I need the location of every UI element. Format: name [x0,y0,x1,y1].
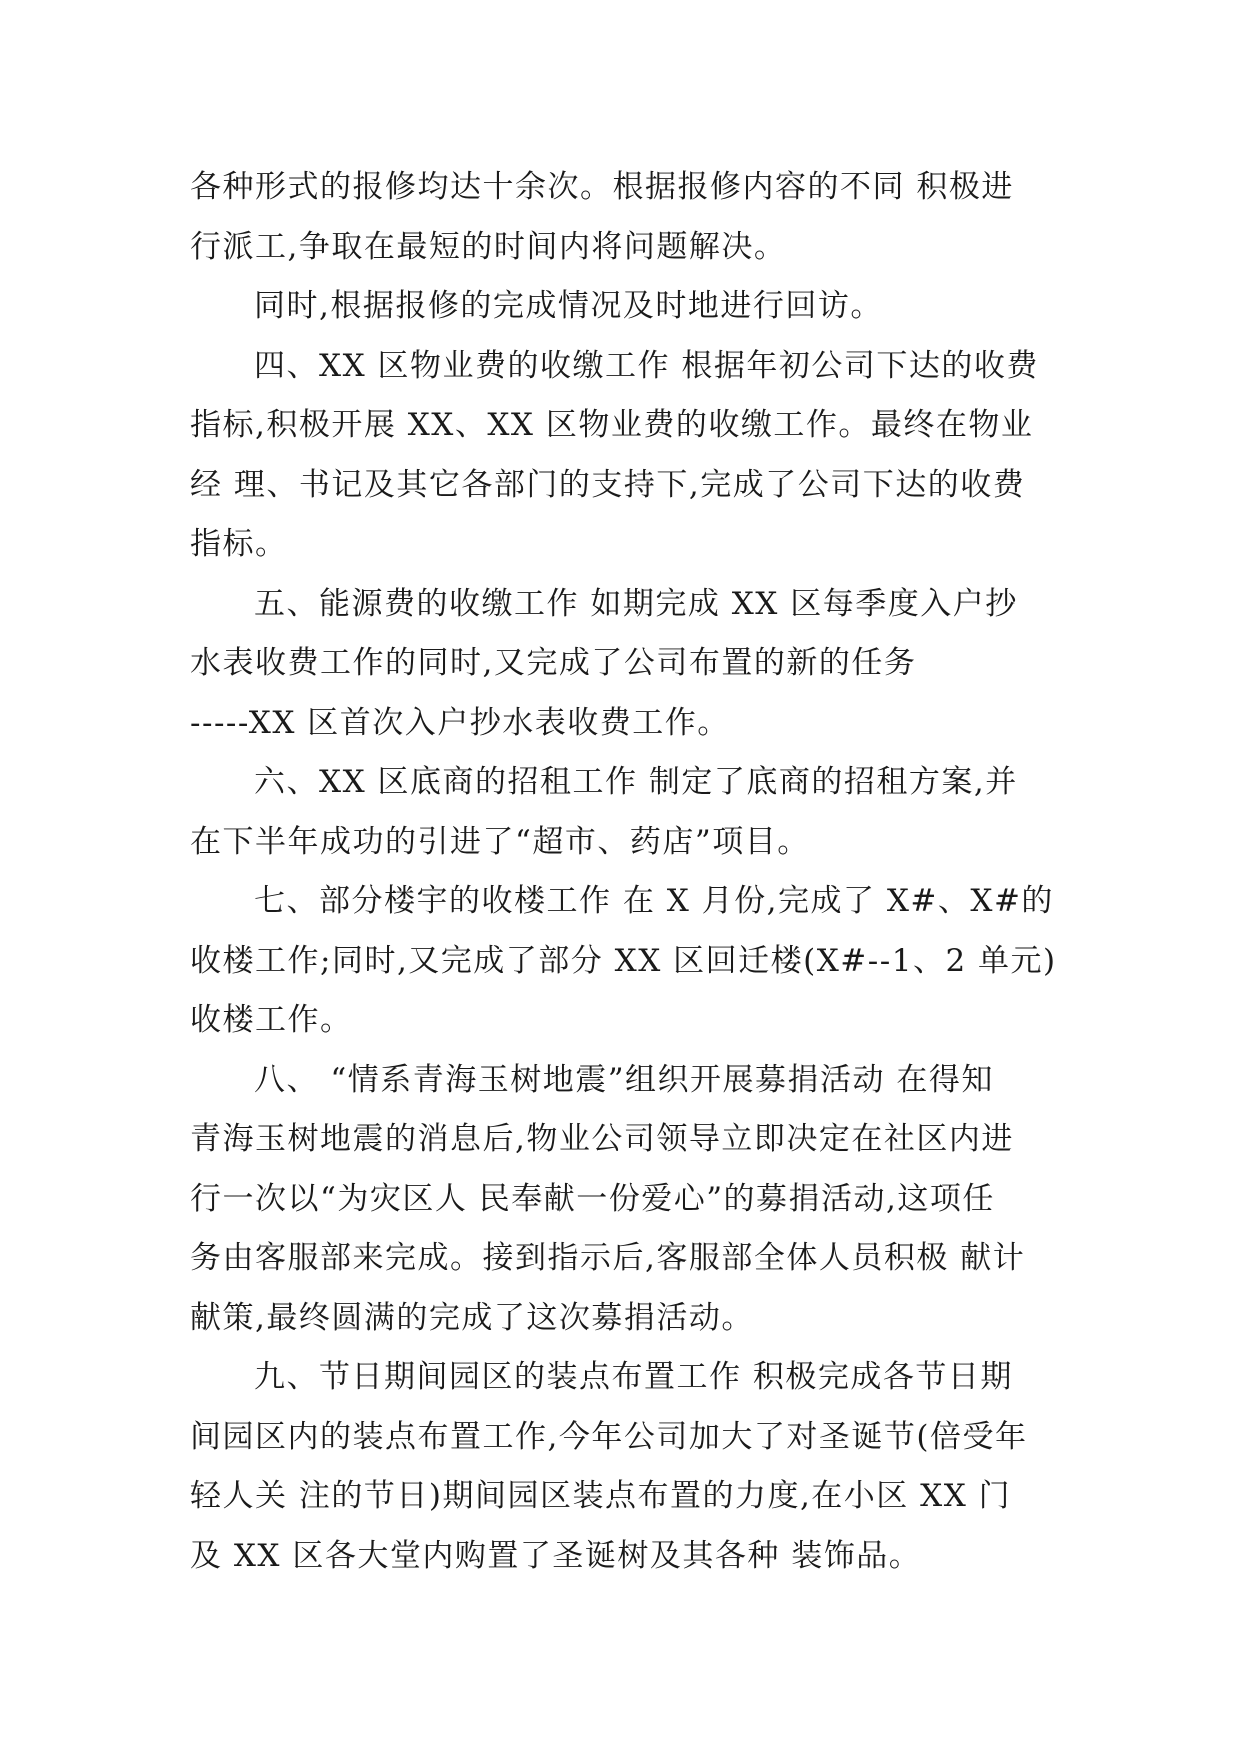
text-line: 各种形式的报修均达十余次。根据报修内容的不同 积极进 [190,169,1014,205]
paragraph-section-9 [190,1348,1052,1586]
text-line: 水表收费工作的同时,又完成了公司布置的新的任务 [190,645,917,681]
text-line: 指标,积极开展 XX、XX 区物业费的收缴工作。最终在物业 [190,407,1034,443]
text-line: 及 XX 区各大堂内购置了圣诞树及其各种 装饰品。 [190,1537,922,1574]
text-line: -----XX 区首次入户抄水表收费工作。 [190,704,730,741]
text-line: 九、节日期间园区的装点布置工作 积极完成各节日期 [254,1359,1013,1395]
text-line: 四、XX 区物业费的收缴工作 根据年初公司下达的收费 [254,347,1039,384]
text-line: 行派工,争取在最短的时间内将问题解决。 [190,228,787,265]
text-line: 同时,根据报修的完成情况及时地进行回访。 [254,288,883,324]
paragraph-section-7 [190,872,1057,1051]
text-line: 收楼工作;同时,又完成了部分 XX 区回迁楼(X#--1、2 单元) [190,942,1057,979]
text-line: 献策,最终圆满的完成了这次募捐活动。 [190,1299,754,1336]
paragraph-section-5 [190,575,1052,754]
text-line: 青海玉树地震的消息后,物业公司领导立即决定在社区内进 [190,1121,1014,1157]
text-line: 间园区内的装点布置工作,今年公司加大了对圣诞节(倍受年 [190,1418,1028,1455]
text-line: 八、 “情系青海玉树地震”组织开展募捐活动 在得知 [254,1061,994,1098]
text-line: 五、能源费的收缴工作 如期完成 XX 区每季度入户抄 [254,585,1018,622]
text-line: 轻人关 注的节日)期间园区装点布置的力度,在小区 XX 门 [190,1478,1012,1514]
text-line: 经 理、书记及其它各部门的支持下,完成了公司下达的收费 [190,466,1026,503]
text-line: 收楼工作。 [190,1002,353,1038]
text-line: 行一次以“为灾区人 民奉献一份爱心”的募捐活动,这项任 [190,1180,995,1217]
document-body [190,158,1057,1586]
text-line: 指标。 [190,526,288,562]
text-line: 七、部分楼宇的收楼工作 在 X 月份,完成了 X#、X#的 [254,883,1054,919]
text-line: 在下半年成功的引进了“超市、药店”项目。 [190,823,810,860]
text-line: 六、XX 区底商的招租工作 制定了底商的招租方案,并 [254,764,1018,800]
paragraph-section-4 [190,337,1052,575]
text-line: 务由客服部来完成。接到指示后,客服部全体人员积极 献计 [190,1240,1026,1276]
paragraph-return-visit [190,277,1052,337]
paragraph-section-8 [190,1051,1052,1349]
paragraph-repair-continued [190,158,1052,277]
paragraph-section-6 [190,753,1052,872]
